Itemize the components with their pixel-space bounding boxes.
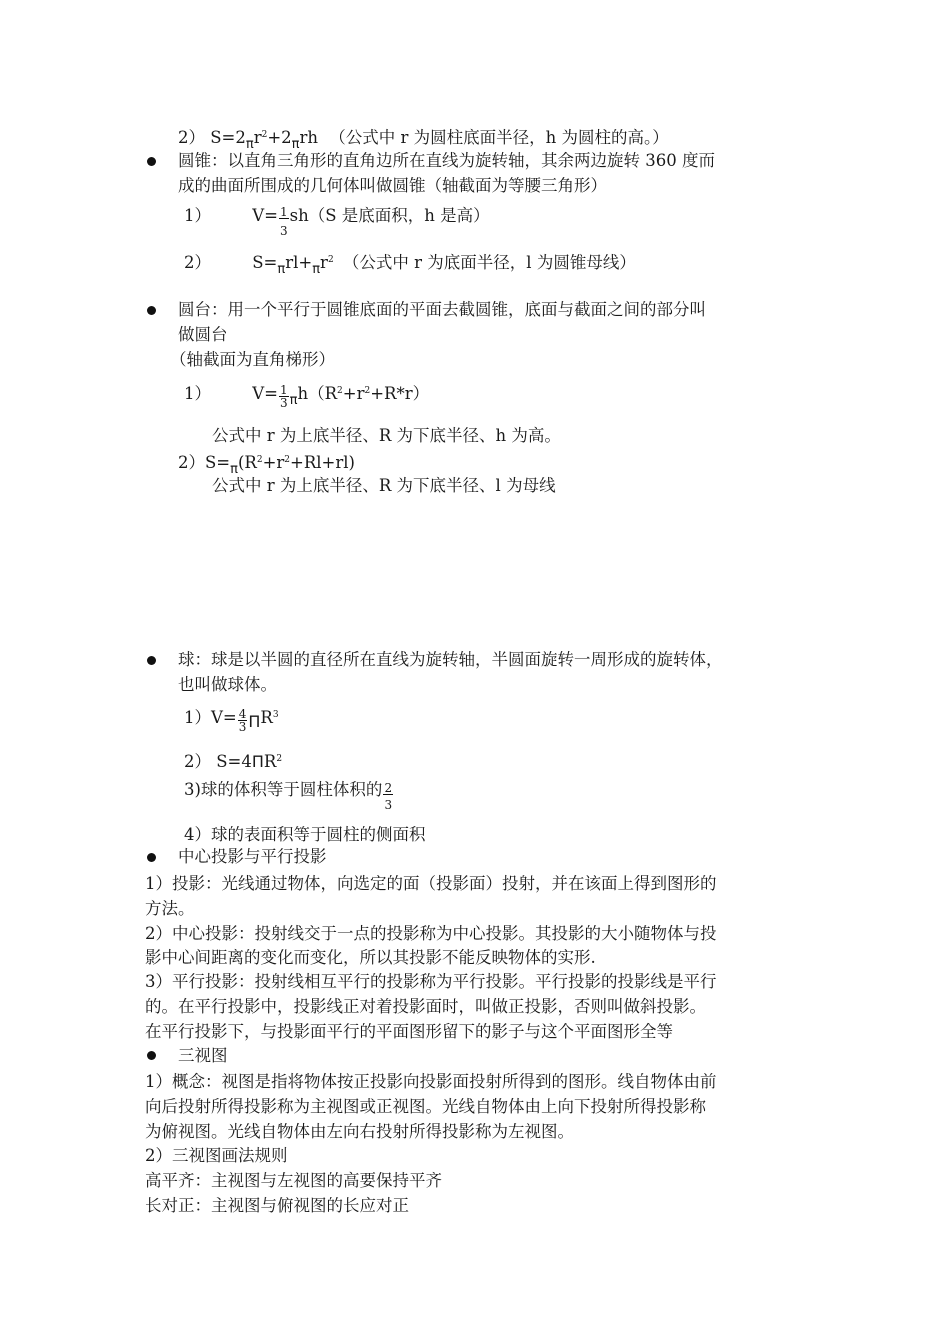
frustum-volume-formula: 1） V= $\frac{1}{3}$ $_\pi h(R^2+r^2+R*r)$ — [184, 383, 430, 410]
projection-p1-line2: 方法。 — [145, 899, 195, 918]
projection-p3-line2: 的。在平行投影中，投影线正对着投影面时，叫做正投影，否则叫做斜投影。 — [145, 997, 706, 1016]
cone-surface-formula: 2） $S=_\pi rl+_\pi r^2$ （公式中 r 为底面半径，l 为圆锥母线） — [184, 253, 636, 277]
sphere-item3: 3)球的体积等于圆柱体积的 $\frac{2}{3}$ — [184, 780, 393, 812]
frustum-surface-note: 公式中 r 为上底半径、R 为下底半径、l 为母线 — [212, 476, 556, 495]
frustum-definition-line2: 做圆台 — [178, 325, 228, 344]
fraction: $\frac{2}{3}$ — [384, 781, 393, 812]
cone-volume-formula: 1） V= $\frac{1}{3}$ sh（S 是底面积，h 是高） — [184, 205, 490, 238]
projection-p2-line2: 影中心间距离的变化而变化，所以其投影不能反映物体的实形. — [145, 948, 596, 967]
sphere-volume-formula: 1）V= $\frac{4}{3}$ $\Pi R^3$ — [184, 707, 279, 734]
three-views-p2: 2）三视图画法规则 — [145, 1146, 288, 1165]
three-views-rule1: 高平齐：主视图与左视图的高要保持平齐 — [145, 1171, 442, 1190]
cylinder-surface-formula: 2） $S=2_\pi r^2+2_\pi rh$ （公式中 r 为圆柱底面半径，h 为圆柱的高。） — [178, 128, 669, 152]
three-views-p1-line2: 向后投射所得投影称为主视图或正视图。光线自物体由上向下投射所得投影称 — [145, 1097, 706, 1116]
sphere-definition-line2: 也叫做球体。 — [178, 675, 277, 694]
projection-p2-line1: 2）中心投影：投射线交于一点的投影称为中心投影。其投影的大小随物体与投 — [145, 924, 717, 943]
three-views-heading: 三视图 — [178, 1046, 228, 1065]
bullet-icon — [147, 1051, 156, 1060]
frustum-volume-note: 公式中 r 为上底半径、R 为下底半径、h 为高。 — [212, 426, 561, 445]
frustum-surface-formula: $2)S=_\pi(R^2+r^2+Rl+rl)$ — [178, 453, 355, 477]
fraction: $\frac{1}{3}$ — [280, 383, 288, 410]
three-views-rule2: 长对正：主视图与俯视图的长应对正 — [145, 1196, 409, 1215]
sphere-item4: 4）球的表面积等于圆柱的侧面积 — [184, 825, 426, 844]
bullet-icon — [147, 306, 156, 315]
cone-definition-line2: 成的曲面所围成的几何体叫做圆锥（轴截面为等腰三角形） — [178, 176, 607, 195]
three-views-p1-line3: 为俯视图。光线自物体由左向右投射所得投影称为左视图。 — [145, 1122, 574, 1141]
frustum-definition-line1: 圆台：用一个平行于圆锥底面的平面去截圆锥，底面与截面之间的部分叫 — [178, 300, 706, 319]
bullet-icon — [147, 853, 156, 862]
cone-definition-line1: 圆锥：以直角三角形的直角边所在直线为旋转轴，其余两边旋转 360 度而 — [178, 151, 715, 170]
sphere-definition-line1: 球：球是以半圆的直径所在直线为旋转轴，半圆面旋转一周形成的旋转体， — [178, 650, 723, 669]
three-views-p1-line1: 1）概念：视图是指将物体按正投影向投影面投射所得到的图形。线自物体由前 — [145, 1072, 717, 1091]
projection-p3-line3: 在平行投影下，与投影面平行的平面图形留下的影子与这个平面图形全等 — [145, 1022, 673, 1041]
fraction: $\frac{1}{3}$ — [280, 205, 288, 238]
frustum-definition-line3: （轴截面为直角梯形） — [170, 350, 335, 369]
projection-p3-line1: 3）平行投影：投射线相互平行的投影称为平行投影。平行投影的投影线是平行 — [145, 972, 717, 991]
projection-p1-line1: 1）投影：光线通过物体，向选定的面（投影面）投射，并在该面上得到图形的 — [145, 874, 717, 893]
sphere-surface-formula: 2） $S=4\Pi R^2$ — [184, 752, 283, 771]
bullet-icon — [147, 656, 156, 665]
projection-heading: 中心投影与平行投影 — [178, 847, 327, 866]
fraction: $\frac{4}{3}$ — [238, 707, 247, 734]
bullet-icon — [147, 157, 156, 166]
